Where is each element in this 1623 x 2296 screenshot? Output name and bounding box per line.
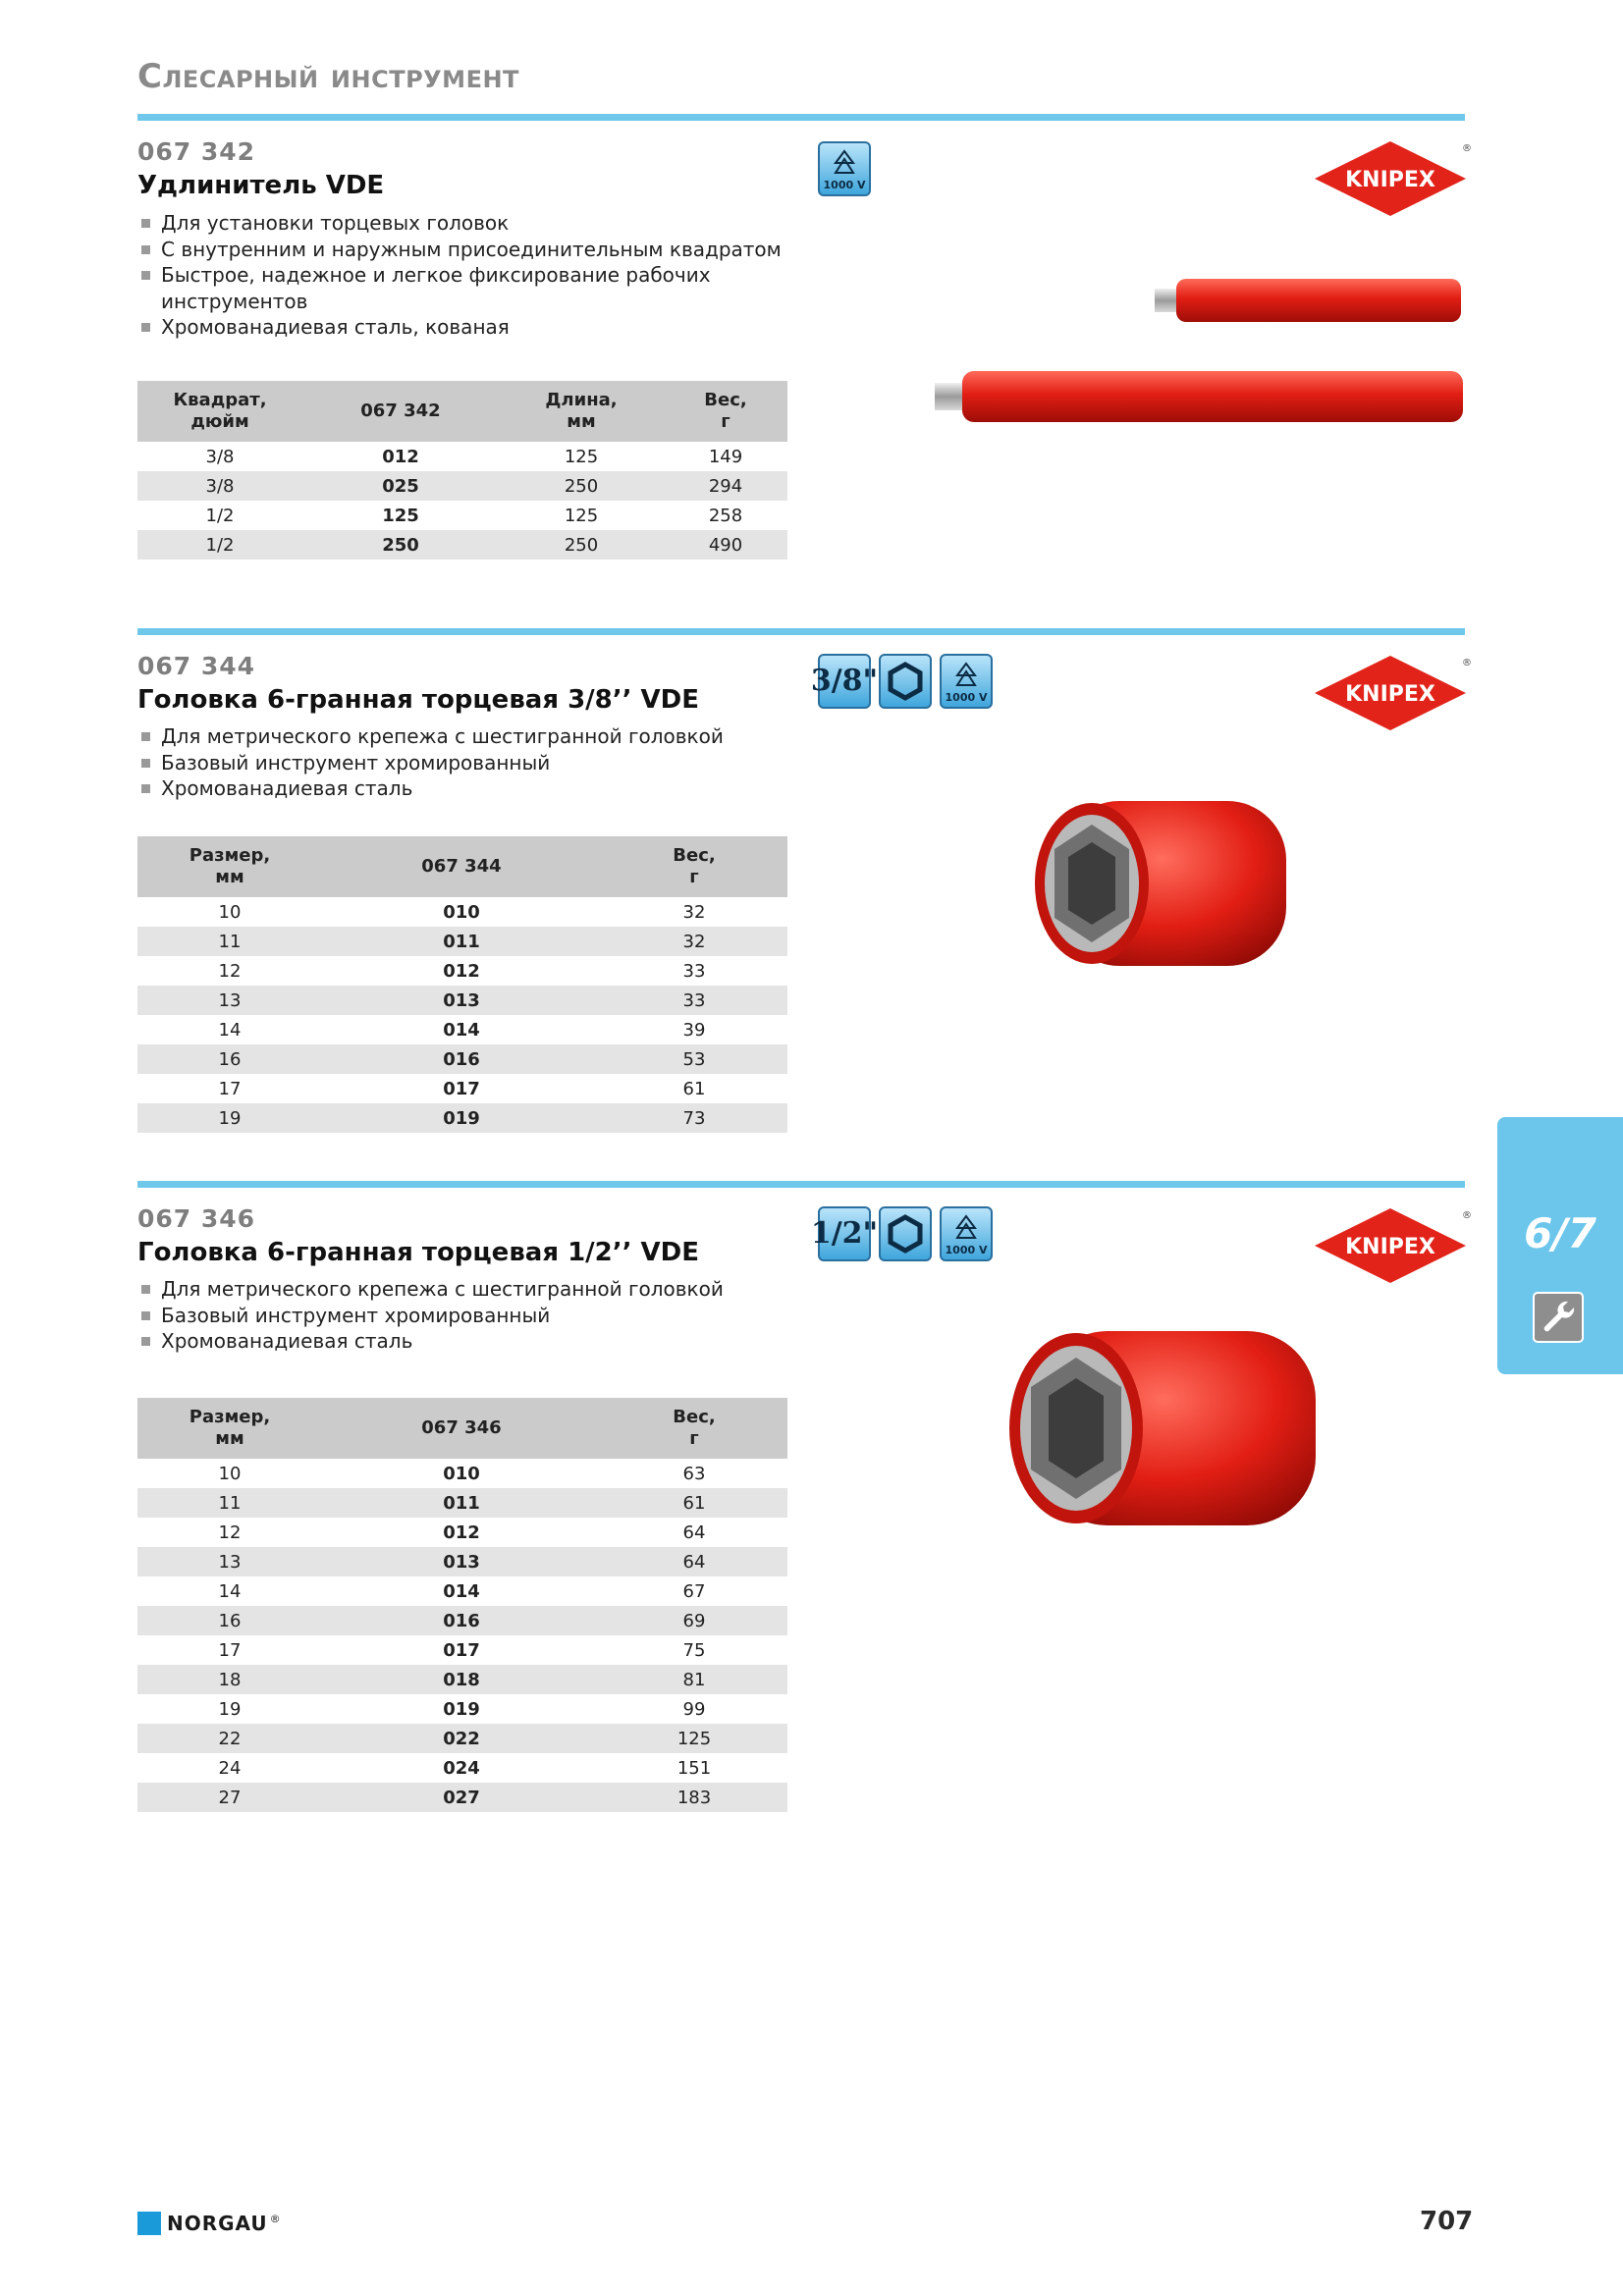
table-row: 17 017 61 [218,1078,706,1099]
knipex-logo-text: KNIPEX [1345,168,1435,192]
section-1-bullets [137,210,815,341]
drive-size-icon: 3/8" [818,654,871,709]
extension-bars-image [923,265,1473,442]
knipex-logo-text: KNIPEX [1345,1235,1435,1259]
section-1-table [137,381,787,560]
table-row: 27 027 183 [137,1783,787,1812]
page-title: Слесарный инструмент [137,57,519,96]
table-row: 19 019 73 [137,1103,787,1133]
table-row: 3/8 025 250 294 [137,471,787,501]
section-3-table [137,1398,787,1812]
bullet: Хромованадиевая сталь, кованая [137,314,815,341]
vde-label: 1000 V [945,691,988,704]
vde-1000v-icon [818,141,871,196]
section-divider [137,628,1465,635]
section-2-icons [810,654,993,709]
bullet: Для метрического крепежа с шестигранной головкой [137,1276,815,1303]
section-2-table [137,836,787,1133]
knipex-logo [1313,1206,1472,1285]
table-row: 14 014 39 [218,1019,706,1041]
section-2-name: Головка 6-гранная торцевая 3/8’’ VDE [137,685,700,715]
col-header: Вес, г [601,836,787,897]
table-row: 3/8 012 125 149 [205,446,743,467]
table-row: 12 012 33 [218,960,706,982]
socket-1-2-image [992,1323,1325,1533]
section-3-bullets [137,1276,815,1355]
wrench-icon [1533,1292,1584,1343]
footer-brand-logo [137,2212,281,2235]
table-row: 1/2 125 125 258 [205,505,743,526]
section-divider [137,1181,1465,1188]
table-row: 24 024 151 [218,1757,712,1779]
table-row: 11 011 61 [137,1488,787,1518]
table-row: 16 016 69 [137,1606,787,1635]
page-number: 707 [1420,2207,1474,2236]
table-row: 12 012 64 [218,1522,706,1543]
knipex-registered-mark: ® [1462,1210,1472,1221]
section-3-icons [810,1206,993,1261]
table-row: 13 013 64 [137,1547,787,1576]
knipex-registered-mark: ® [1462,143,1472,154]
col-header: 067 344 [322,836,601,897]
section-1-code: 067 342 [137,137,256,166]
bullet: Хромованадиевая сталь [137,775,815,802]
chapter-number: 6/7 [1524,1209,1596,1257]
table-row: 19 019 99 [218,1698,706,1720]
section-3-name: Головка 6-гранная торцевая 1/2’’ VDE [137,1238,700,1267]
header-divider [137,114,1465,121]
col-header: Размер, мм [137,836,322,897]
table-row: 10 010 32 [218,901,706,923]
vde-label: 1000 V [945,1244,988,1256]
hexagon-icon [879,1206,932,1261]
col-header: Квадрат, дюйм [137,381,302,442]
table-row: 17 017 75 [218,1639,706,1661]
bullet: Базовый инструмент хромированный [137,1303,815,1329]
table-row: 13 013 33 [137,986,787,1015]
knipex-logo-text: KNIPEX [1345,682,1435,707]
section-1-name: Удлинитель VDE [137,171,385,200]
col-header: Вес, г [601,1398,787,1459]
col-header: Размер, мм [137,1398,322,1459]
brand-square-icon [137,2212,161,2235]
col-header: Вес, г [664,381,787,442]
bullet: С внутренним и наружным присоединительным квадратом [137,237,815,263]
vde-label: 1000 V [823,179,866,191]
table-row: 1/2 250 250 490 [137,530,787,560]
table-row: 18 018 81 [137,1665,787,1694]
vde-1000v-icon [940,1206,993,1261]
knipex-logo [1313,139,1472,218]
drive-size-icon: 1/2" [818,1206,871,1261]
section-1-icons [818,141,871,196]
col-header: Длина, мм [499,381,664,442]
table-row: 11 011 32 [137,927,787,956]
section-3-code: 067 346 [137,1204,256,1233]
footer-brand-mark: ® [269,2212,281,2225]
section-2-bullets [137,723,815,802]
bullet: Для метрического крепежа с шестигранной головкой [137,723,815,750]
socket-3-8-image [1021,795,1296,972]
table-row: 22 022 125 [137,1724,787,1753]
hexagon-icon [879,654,932,709]
col-header: 067 342 [302,381,499,442]
chapter-tab[interactable] [1497,1117,1623,1374]
vde-1000v-icon [940,654,993,709]
bullet: Хромованадиевая сталь [137,1328,815,1355]
section-2-code: 067 344 [137,652,256,680]
bullet: Быстрое, надежное и легкое фиксирование рабочих инструментов [137,262,815,314]
knipex-logo [1313,654,1472,732]
table-row: 16 016 53 [137,1044,787,1074]
bullet: Для установки торцевых головок [137,210,815,237]
footer-brand-text: NORGAU [167,2212,268,2235]
bullet: Базовый инструмент хромированный [137,750,815,776]
col-header: 067 346 [322,1398,601,1459]
table-row: 10 010 63 [218,1463,706,1484]
table-row: 14 014 67 [218,1580,706,1602]
knipex-registered-mark: ® [1462,658,1472,668]
